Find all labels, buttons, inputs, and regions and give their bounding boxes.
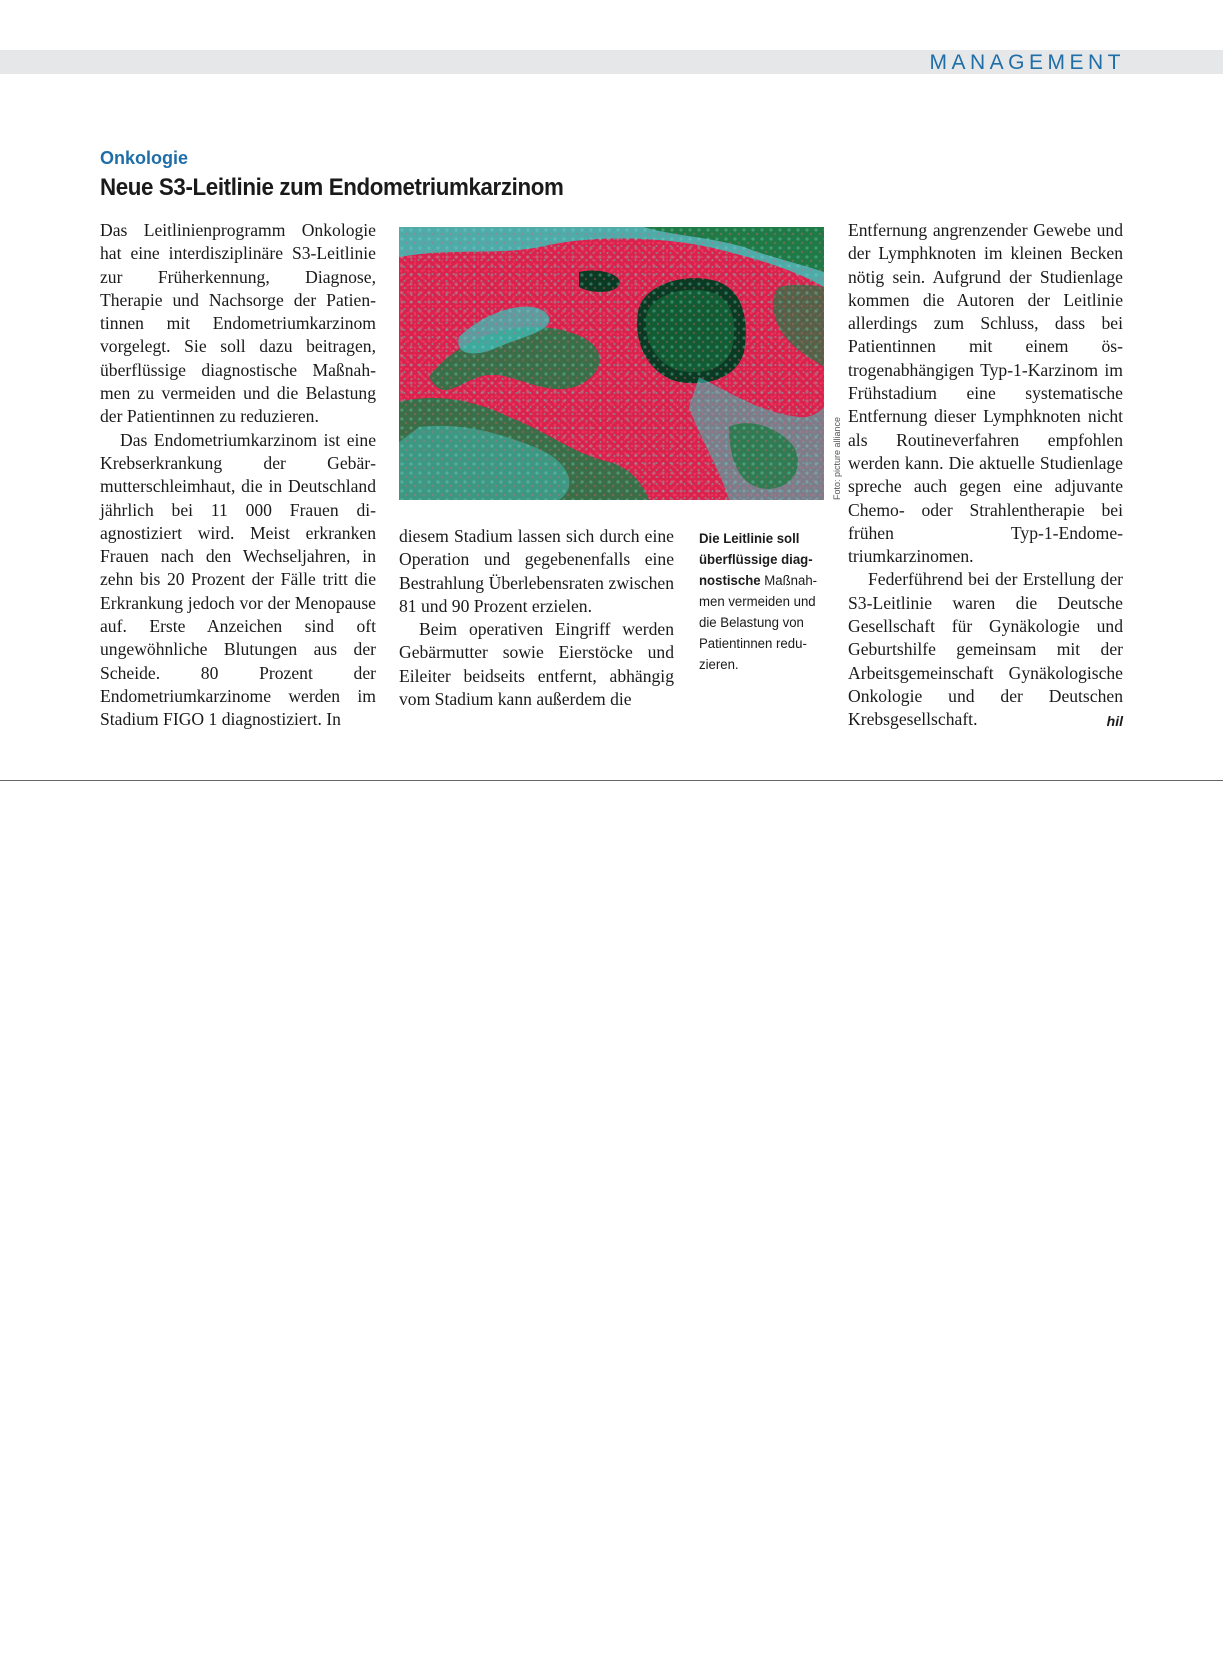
- bottom-rule: [0, 780, 1223, 781]
- micrograph-image: [399, 227, 824, 500]
- caption-text: Maßnahmen vermeiden und die Belastung von Patientinnen reduzieren.: [699, 573, 818, 673]
- paragraph: Das Endometriumkarzinom ist eine Krebserkrankung der Gebärmutterschleimhaut, die in Deutschland jährlich bei 11 000 Frauen diagnostiziert wird. Meist erkranken Frauen nach den Wechseljahren, in zehn bis 20 Prozent der Fälle tritt die Erkrankung jedoch vor der Menopause auf. Erste Anzeichen sind oft ungewöhnliche Blutungen aus der Scheide. 80 Prozent der Endometriumkarzinome werden im Stadium FIGO 1 diagnostiziert. In: [100, 429, 376, 730]
- photo-credit: Foto: picture alliance: [832, 416, 842, 500]
- paragraph-text: Federführend bei der Erstellung der S3-Leitlinie waren die Deutsche Gesellschaft für Gynäkologie und Geburtshilfe gemeinsam mit der Arbeitsgemeinschaft Gynäkologische Onkologie und der Deutschen Krebsgesellschaft.: [848, 569, 1123, 730]
- text-column-1: [100, 219, 376, 732]
- caption-lead: Die Leitlinie soll überflüssige diagnostische: [699, 531, 813, 589]
- paragraph: Das Leitlinienprogramm Onkologie hat eine interdisziplinäre S3-Leitlinie zur Früherkennung, Diagnose, Therapie und Nachsorge der Patientinnen mit Endometriumkarzinom vorgelegt. Sie soll dazu beitragen, überflüssige diagnostische Maßnahmen zu vermeiden und die Belastung der Patientinnen zu reduzieren.: [100, 220, 376, 427]
- article-title: Neue S3-Leitlinie zum Endometriumkarzinom: [100, 174, 564, 201]
- photo-caption: [699, 529, 818, 676]
- article-kicker: Onkologie: [100, 148, 189, 168]
- author-signature: hil: [1106, 713, 1123, 730]
- tissue-micrograph-photo: [399, 227, 824, 500]
- section-label: MANAGEMENT: [929, 51, 1125, 74]
- paragraph: Beim operativen Eingriff werden Gebärmutter sowie Eierstöcke und Eileiter beidseits entfernt, abhängig vom Stadium kann außerdem die: [399, 619, 674, 710]
- text-column-2: [399, 525, 674, 711]
- paragraph: diesem Stadium lassen sich durch eine Operation und gegebenenfalls eine Bestrahlung Überlebensraten zwischen 81 und 90 Prozent erzielen.: [399, 526, 674, 616]
- paragraph-final: [848, 568, 1123, 731]
- text-column-3: [848, 219, 1123, 734]
- paragraph: Entfernung angrenzender Gewebe und der Lymphknoten im kleinen Becken nötig sein. Aufgrund der Studienlage kommen die Autoren der Leitlinie allerdings zum Schluss, dass bei Patientinnen mit einem östrogenabhängigen Typ-1-Karzinom im Frühstadium eine systematische Entfernung dieser Lymphknoten nicht als Routineverfahren empfohlen werden kann. Die aktuelle Studienlage spreche auch gegen eine adjuvante Chemo- oder Strahlentherapie bei frühen Typ-1-Endometriumkarzinomen.: [848, 220, 1123, 567]
